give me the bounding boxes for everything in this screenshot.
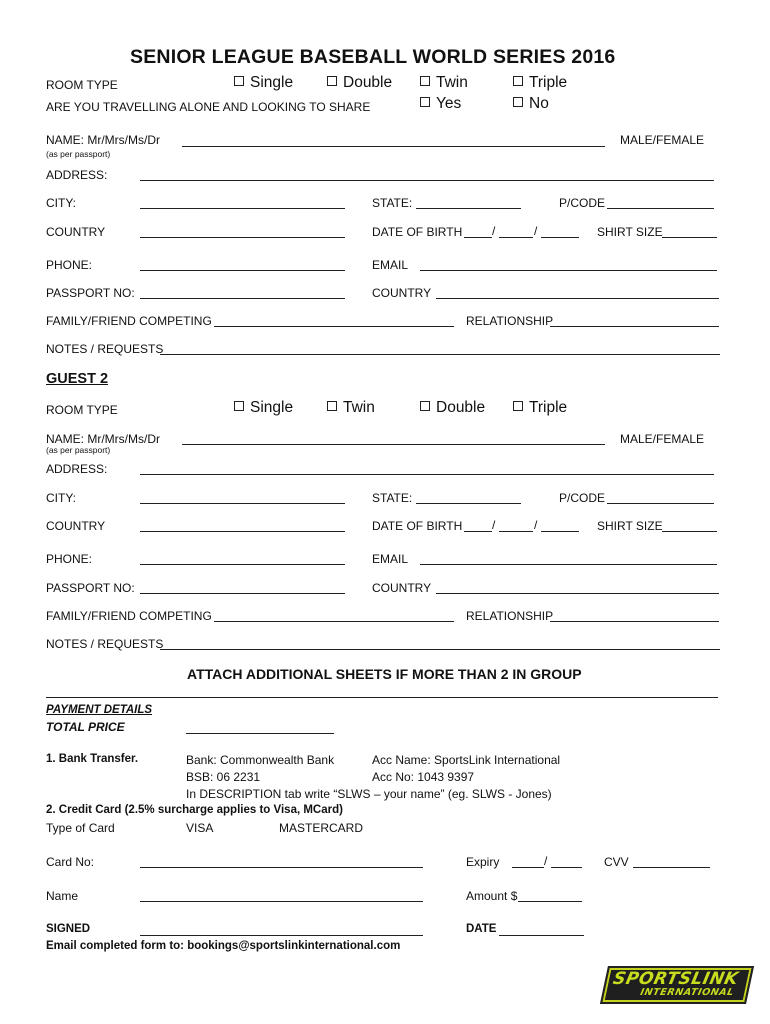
room-option-double[interactable]: Double — [327, 74, 392, 92]
checkbox-icon — [420, 401, 430, 411]
dob-separator: / — [492, 224, 496, 238]
card-no-field[interactable] — [140, 867, 423, 868]
expiry-year-field[interactable] — [551, 867, 582, 868]
email-label: EMAIL — [372, 258, 409, 272]
share-option-no[interactable]: No — [513, 95, 549, 113]
payment-heading: PAYMENT DETAILS — [46, 704, 153, 716]
country2-field[interactable] — [436, 298, 719, 299]
gender-label: MALE/FEMALE — [620, 432, 705, 446]
expiry-separator: / — [544, 854, 548, 868]
address-label: ADDRESS: — [46, 462, 108, 476]
card-type-label: Type of Card — [46, 821, 115, 835]
city-field[interactable] — [140, 208, 345, 209]
share-question: ARE YOU TRAVELLING ALONE AND LOOKING TO SHARE — [46, 100, 371, 114]
email-label: EMAIL — [372, 552, 409, 566]
pcode-field[interactable] — [607, 208, 714, 209]
state-field[interactable] — [416, 208, 521, 209]
passport-no-field[interactable] — [140, 298, 345, 299]
dob-label: DATE OF BIRTH — [372, 225, 463, 239]
state-label: STATE: — [372, 196, 413, 210]
description-instruction: In DESCRIPTION tab write “SLWS – your name” (eg. SLWS - Jones) — [186, 787, 552, 801]
notes-field[interactable] — [160, 354, 720, 355]
country2-label: COUNTRY — [372, 286, 432, 300]
country2-label: COUNTRY — [372, 581, 432, 595]
bank-transfer-label: 1. Bank Transfer. — [46, 753, 139, 765]
card-type-visa[interactable]: VISA — [186, 821, 214, 835]
email-field[interactable] — [420, 270, 717, 271]
dob-year-field[interactable] — [541, 237, 579, 238]
signature-field[interactable] — [140, 935, 423, 936]
checkbox-icon — [420, 97, 430, 107]
attach-note: ATTACH ADDITIONAL SHEETS IF MORE THAN 2 IN GROUP — [187, 666, 582, 682]
dob-day-field[interactable] — [464, 531, 492, 532]
family-label: FAMILY/FRIEND COMPETING — [46, 314, 212, 328]
address-field[interactable] — [140, 180, 714, 181]
state-label: STATE: — [372, 491, 413, 505]
pcode-field[interactable] — [607, 503, 714, 504]
dob-separator: / — [492, 518, 496, 532]
room-option-twin[interactable]: Twin — [327, 399, 375, 417]
phone-field[interactable] — [140, 564, 345, 565]
country-label: COUNTRY — [46, 225, 106, 239]
checkbox-icon — [234, 401, 244, 411]
shirt-size-field[interactable] — [662, 531, 717, 532]
shirt-size-label: SHIRT SIZE — [597, 519, 663, 533]
room-option-twin[interactable]: Twin — [420, 74, 468, 92]
sportslink-logo: SPORTSLINK INTERNATIONAL — [600, 966, 754, 1004]
room-type-label: ROOM TYPE — [46, 403, 118, 417]
room-option-double[interactable]: Double — [420, 399, 485, 417]
family-label: FAMILY/FRIEND COMPETING — [46, 609, 212, 623]
checkbox-icon — [513, 76, 523, 86]
email-instruction: Email completed form to: bookings@sportslinkinternational.com — [46, 940, 401, 952]
country-field[interactable] — [140, 531, 345, 532]
checkbox-icon — [513, 97, 523, 107]
dob-label: DATE OF BIRTH — [372, 519, 463, 533]
notes-label: NOTES / REQUESTS — [46, 637, 164, 651]
cvv-label: CVV — [604, 855, 629, 869]
shirt-size-field[interactable] — [662, 237, 717, 238]
dob-day-field[interactable] — [464, 237, 492, 238]
address-label: ADDRESS: — [46, 168, 108, 182]
country-field[interactable] — [140, 237, 345, 238]
room-type-label: ROOM TYPE — [46, 78, 118, 92]
share-option-yes[interactable]: Yes — [420, 95, 461, 113]
amount-field[interactable] — [518, 901, 582, 902]
card-type-mastercard[interactable]: MASTERCARD — [279, 821, 364, 835]
checkbox-icon — [327, 401, 337, 411]
form-title: SENIOR LEAGUE BASEBALL WORLD SERIES 2016 — [130, 46, 616, 68]
expiry-month-field[interactable] — [512, 867, 544, 868]
city-field[interactable] — [140, 503, 345, 504]
dob-month-field[interactable] — [499, 531, 533, 532]
gender-label: MALE/FEMALE — [620, 133, 705, 147]
checkbox-icon — [513, 401, 523, 411]
account-number: Acc No: 1043 9397 — [372, 770, 475, 784]
cardholder-name-field[interactable] — [140, 901, 423, 902]
card-no-label: Card No: — [46, 855, 95, 869]
name-field[interactable] — [182, 444, 605, 445]
relationship-field[interactable] — [550, 326, 719, 327]
date-field[interactable] — [499, 935, 584, 936]
email-field[interactable] — [420, 564, 717, 565]
pcode-label: P/CODE — [559, 491, 606, 505]
room-option-single[interactable]: Single — [234, 399, 293, 417]
bank-name: Bank: Commonwealth Bank — [186, 753, 335, 767]
amount-label: Amount $ — [466, 889, 518, 903]
notes-label: NOTES / REQUESTS — [46, 342, 164, 356]
room-option-triple[interactable]: Triple — [513, 74, 567, 92]
expiry-label: Expiry — [466, 855, 500, 869]
credit-card-label: 2. Credit Card (2.5% surcharge applies to Visa, MCard) — [46, 804, 343, 816]
phone-field[interactable] — [140, 270, 345, 271]
address-field[interactable] — [140, 474, 714, 475]
checkbox-icon — [327, 76, 337, 86]
name-label: NAME: Mr/Mrs/Ms/Dr — [46, 133, 160, 147]
signed-label: SIGNED — [46, 923, 91, 935]
relationship-label: RELATIONSHIP — [466, 314, 554, 328]
dob-year-field[interactable] — [541, 531, 579, 532]
passport-no-label: PASSPORT NO: — [46, 581, 135, 595]
pcode-label: P/CODE — [559, 196, 606, 210]
name-label: NAME: Mr/Mrs/Ms/Dr — [46, 432, 160, 446]
shirt-size-label: SHIRT SIZE — [597, 225, 663, 239]
phone-label: PHONE: — [46, 258, 93, 272]
cvv-field[interactable] — [633, 867, 710, 868]
passport-note: (as per passport) — [46, 149, 111, 159]
room-option-triple[interactable]: Triple — [513, 399, 567, 417]
city-label: CITY: — [46, 196, 77, 210]
relationship-field[interactable] — [550, 621, 719, 622]
notes-field[interactable] — [160, 649, 720, 650]
passport-note: (as per passport) — [46, 445, 111, 455]
country-label: COUNTRY — [46, 519, 106, 533]
guest2-heading: GUEST 2 — [46, 371, 109, 387]
city-label: CITY: — [46, 491, 77, 505]
total-price-field[interactable] — [186, 733, 334, 734]
dob-month-field[interactable] — [499, 237, 533, 238]
family-field[interactable] — [214, 621, 454, 622]
country2-field[interactable] — [436, 593, 719, 594]
name-field[interactable] — [182, 146, 605, 147]
family-field[interactable] — [214, 326, 454, 327]
room-option-single[interactable]: Single — [234, 74, 293, 92]
passport-no-field[interactable] — [140, 593, 345, 594]
dob-separator: / — [534, 518, 538, 532]
checkbox-icon — [234, 76, 244, 86]
phone-label: PHONE: — [46, 552, 93, 566]
cardholder-name-label: Name — [46, 889, 79, 903]
checkbox-icon — [420, 76, 430, 86]
total-price-label: TOTAL PRICE — [46, 720, 125, 734]
date-label: DATE — [466, 923, 497, 935]
account-name: Acc Name: SportsLink International — [372, 753, 561, 767]
section-divider — [46, 697, 718, 698]
state-field[interactable] — [416, 503, 521, 504]
bsb-number: BSB: 06 2231 — [186, 770, 261, 784]
dob-separator: / — [534, 224, 538, 238]
relationship-label: RELATIONSHIP — [466, 609, 554, 623]
passport-no-label: PASSPORT NO: — [46, 286, 135, 300]
